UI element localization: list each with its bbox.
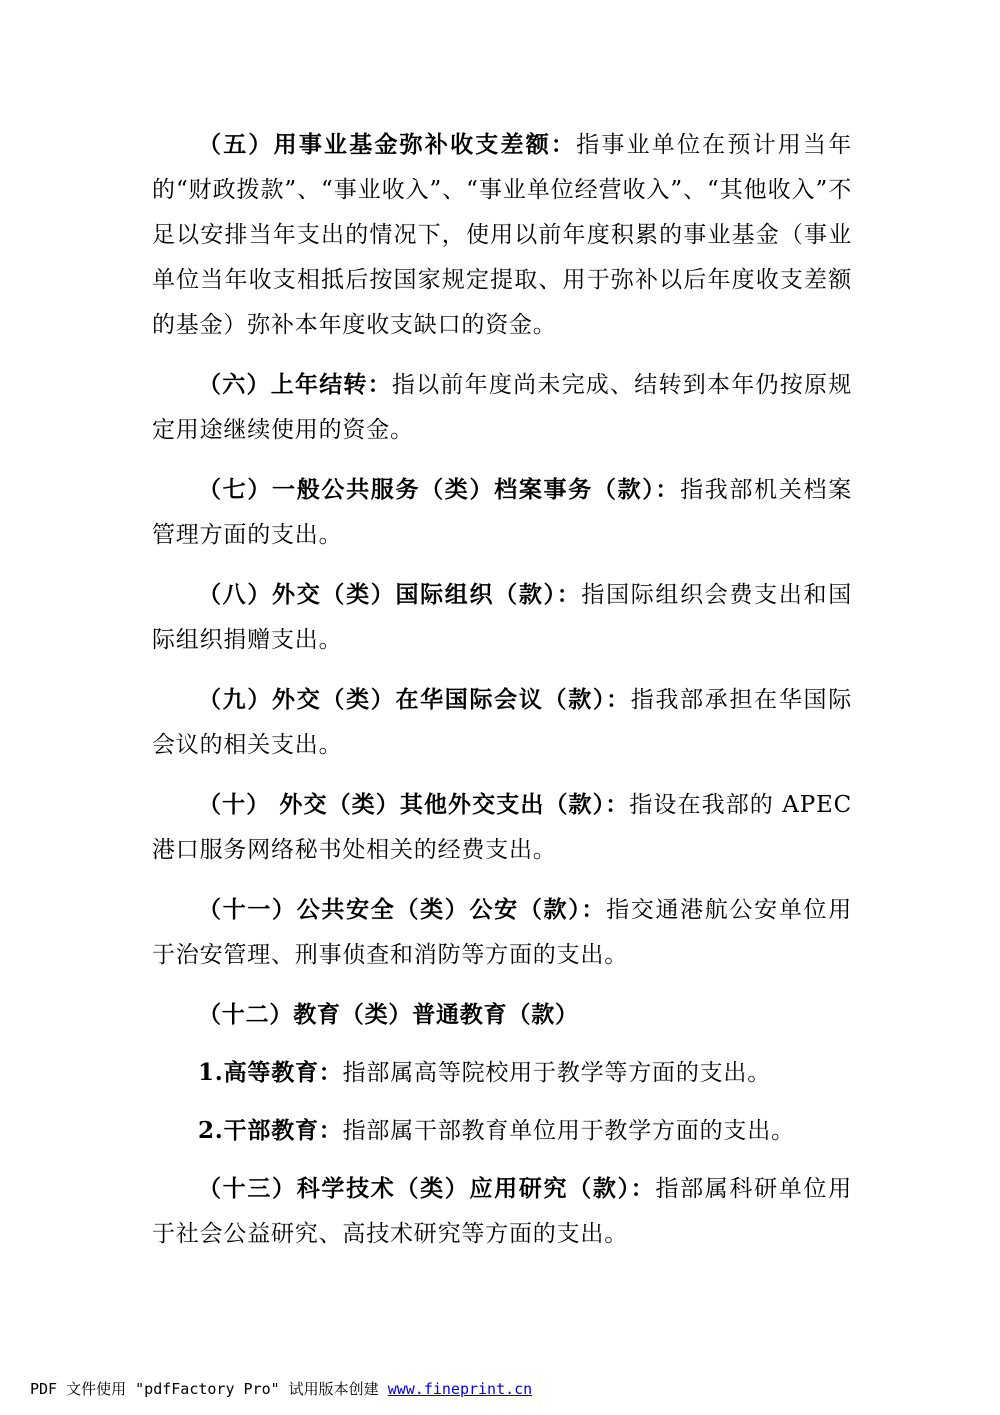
paragraph-12 bbox=[152, 992, 852, 1038]
paragraph-text: 指事业单位在预计用当年的“财政拨款”、“事业收入”、“事业单位经营收入”、“其他收入”不足以安排当年支出的情况下，使用以前年度积累的事业基金（事业单位当年收支相抵后按国家规定提取、用于弥补以后年度收支差额的基金）弥补本年度收支缺口的资金。 bbox=[152, 132, 853, 338]
paragraph-text: 指部属高等院校用于教学等方面的支出。 bbox=[342, 1060, 772, 1086]
paragraph-6 bbox=[152, 362, 852, 453]
pdf-footer bbox=[30, 1378, 532, 1399]
footer-link[interactable]: www.fineprint.cn bbox=[387, 1380, 533, 1398]
paragraph-8 bbox=[152, 572, 852, 663]
paragraph-heading: 1.高等教育： bbox=[198, 1059, 343, 1086]
paragraph-text: 指设在我部的 APEC 港口服务网络秘书处相关的经费支出。 bbox=[152, 792, 852, 863]
paragraph-heading: （七）一般公共服务（类）档案事务（款）： bbox=[198, 476, 681, 503]
paragraph-text: 指我部承担在华国际会议的相关支出。 bbox=[152, 687, 852, 758]
document-body bbox=[152, 122, 852, 1271]
paragraph-text: 指以前年度尚未完成、结转到本年仍按原规定用途继续使用的资金。 bbox=[152, 372, 852, 443]
paragraph-heading: （十三）科学技术（类）应用研究（款）： bbox=[198, 1175, 656, 1202]
paragraph-heading: （九）外交（类）在华国际会议（款）： bbox=[198, 686, 631, 713]
paragraph-10 bbox=[152, 782, 852, 873]
paragraph-text: 指部属科研单位用于社会公益研究、高技术研究等方面的支出。 bbox=[152, 1176, 853, 1247]
paragraph-7 bbox=[152, 467, 852, 558]
paragraph-9 bbox=[152, 677, 852, 768]
paragraph-heading: （十一）公共安全（类）公安（款）： bbox=[198, 896, 607, 923]
paragraph-text: 指国际组织会费支出和国际组织捐赠支出。 bbox=[152, 582, 852, 653]
paragraph-12-1 bbox=[152, 1050, 852, 1096]
paragraph-heading: 2.干部教育： bbox=[198, 1117, 343, 1144]
paragraph-text: 指交通港航公安单位用于治安管理、刑事侦查和消防等方面的支出。 bbox=[152, 897, 853, 968]
paragraph-5 bbox=[152, 122, 852, 348]
paragraph-11 bbox=[152, 887, 852, 978]
paragraph-heading: （十二）教育（类）普通教育（款） bbox=[198, 1001, 579, 1028]
paragraph-heading: （五）用事业基金弥补收支差额： bbox=[198, 131, 577, 158]
paragraph-12-2 bbox=[152, 1108, 852, 1154]
paragraph-13 bbox=[152, 1166, 852, 1257]
paragraph-heading: （六）上年结转： bbox=[198, 371, 392, 398]
paragraph-heading: （八）外交（类）国际组织（款）： bbox=[198, 581, 582, 608]
footer-text: PDF 文件使用 "pdfFactory Pro" 试用版本创建 bbox=[30, 1380, 388, 1398]
paragraph-text: 指我部机关档案管理方面的支出。 bbox=[152, 477, 852, 548]
paragraph-heading: （十） 外交（类）其他外交支出（款）： bbox=[198, 791, 630, 818]
paragraph-text: 指部属干部教育单位用于教学方面的支出。 bbox=[342, 1118, 795, 1144]
